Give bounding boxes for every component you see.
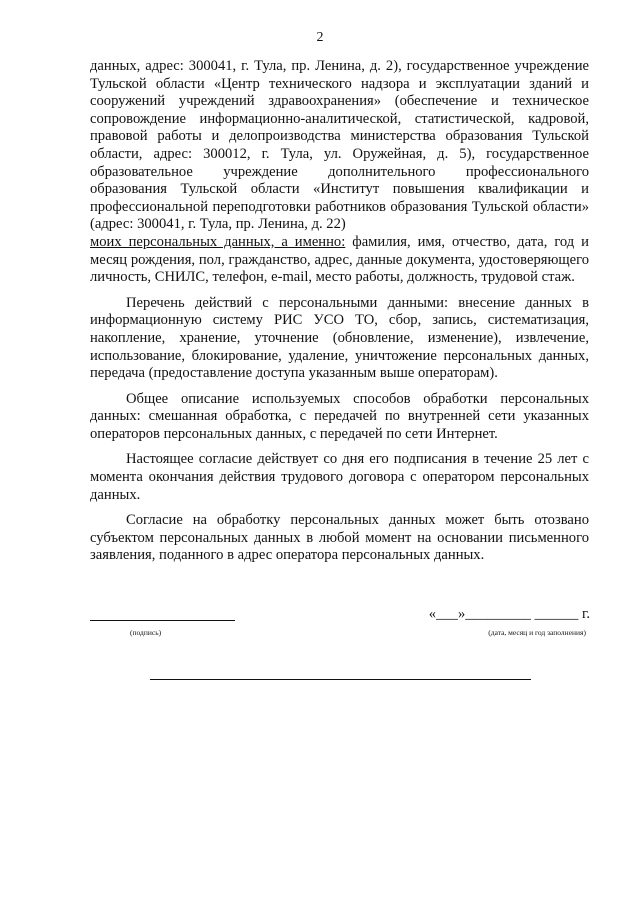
underlined-phrase: моих персональных данных, а именно: bbox=[90, 233, 346, 250]
paragraph-operators: данных, адрес: 300041, г. Тула, пр. Ленина, д. 2), государственное учреждение Тульской области «Центр технического надзора и эксплуатации зданий и сооружений учреждений здравоохранения» (обеспечение и техническое сопровождение информационно-аналитической, статистической, кадровой, правовой работы и делопроизводства министерства образования Тульской области, адрес: 300012, г. Тула, ул. Оружейная, д. 5), государственное образовательное учреждение дополнительного профессионального образования Тульской области «Институт повышения квалификации и профессиональной переподготовки работников образования Тульской области» (адрес: 300041, г. Тула, пр. Ленина, д. 22) bbox=[90, 58, 589, 233]
signature-row bbox=[90, 606, 590, 646]
paragraph-actions: Перечень действий с персональными данными: внесение данных в информационную систему РИС УСО ТО, сбор, запись, систематизация, накопление, хранение, уточнение (обновление, изменение), извлечение, использование, блокирование, удаление, уничтожение персональных данных, передача (предоставление доступа указанным выше операторам). bbox=[90, 294, 589, 382]
paragraph-term: Настоящее согласие действует со дня его подписания в течение 25 лет с момента окончания действия трудового договора с оператором персональных данных. bbox=[90, 451, 589, 503]
document-body bbox=[90, 58, 589, 565]
page-number: 2 bbox=[316, 30, 324, 45]
signature-caption: (подпись) bbox=[130, 628, 162, 637]
bottom-divider bbox=[150, 679, 531, 680]
paragraph-methods: Общее описание используемых способов обработки персональных данных: смешанная обработка, с передачей по внутренней сети указанных операторов персональных данных, с передачей по сети Интернет. bbox=[90, 390, 589, 442]
paragraph-data-list bbox=[90, 234, 589, 287]
date-caption: (дата, месяц и год заполнения) bbox=[488, 628, 586, 637]
date-field[interactable]: «___»_________ ______ г. bbox=[428, 606, 590, 622]
data-list-text: фамилия, имя, отчество, дата, год и месяц рождения, пол, гражданство, адрес, данные документа, удостоверяющего личность, СНИЛС, телефон, e-mail, место работы, должность, трудовой стаж. bbox=[90, 233, 589, 286]
paragraph-revocation: Согласие на обработку персональных данных может быть отозвано субъектом персональных данных в любой момент на основании письменного заявления, поданного в адрес оператора персональных данных. bbox=[90, 512, 589, 564]
signature-line[interactable] bbox=[90, 620, 235, 621]
